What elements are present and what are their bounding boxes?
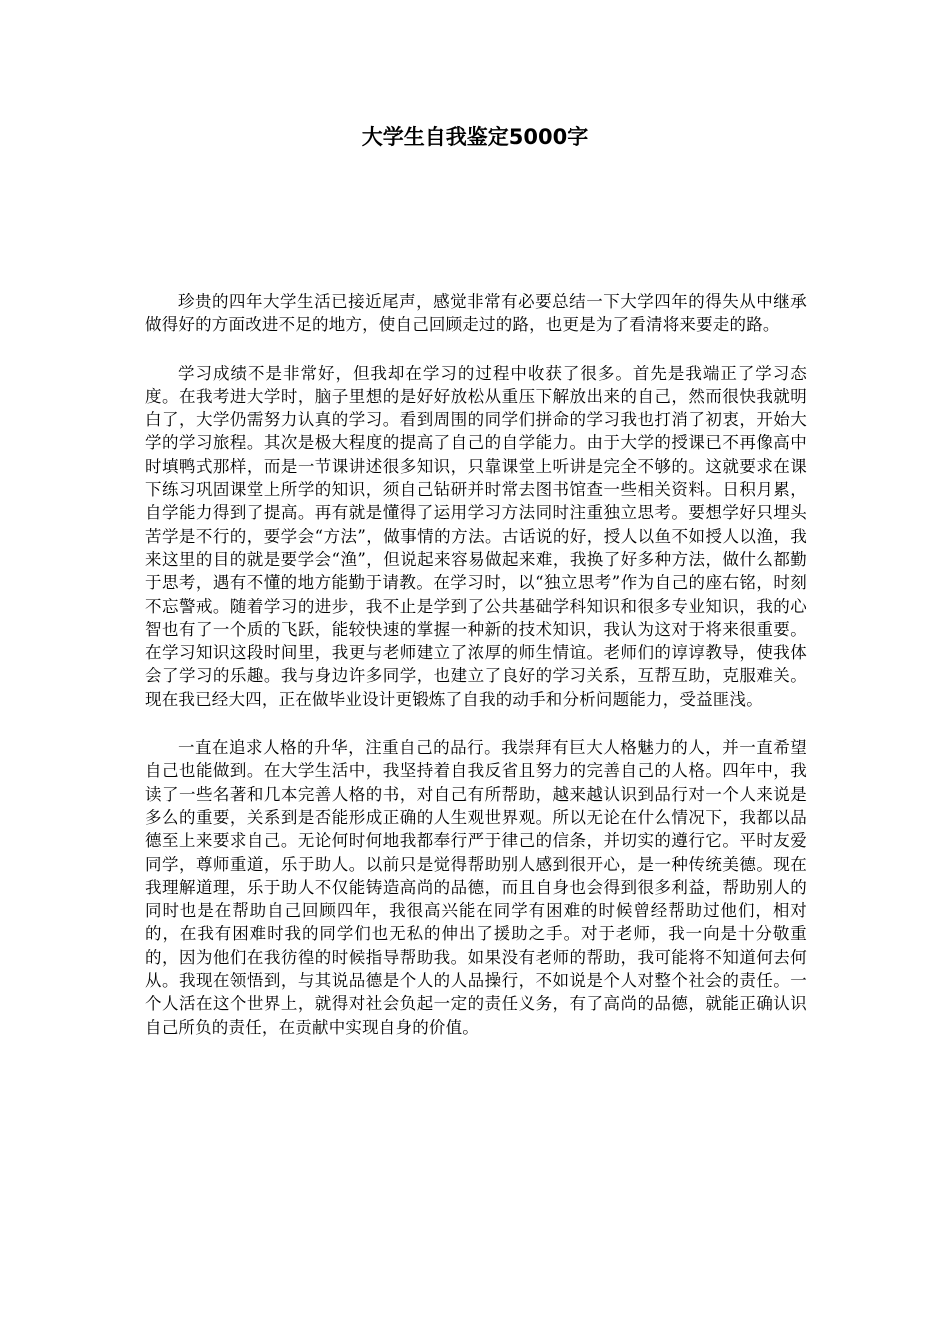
paragraph-intro: 珍贵的四年大学生活已接近尾声，感觉非常有必要总结一下大学四年的得失从中继承做得好的方面改进不足的地方，使自己回顾走过的路，也更是为了看清将来要走的路。 — [145, 292, 807, 335]
document-body — [145, 290, 807, 1064]
paragraph-character: 一直在追求人格的升华，注重自己的品行。我崇拜有巨大人格魅力的人，并一直希望自己也能做到。在大学生活中，我坚持着自我反省且努力的完善自己的人格。四年中，我读了一些名著和几本完善人格的书，对自己有所帮助，越来越认识到品行对一个人来说是多么的重要，关系到是否能形成正确的人生观世界观。所以无论在什么情况下，我都以品德至上来要求自己。无论何时何地我都奉行严于律己的信条，并切实的遵行它。平时友爱同学，尊师重道，乐于助人。以前只是觉得帮助别人感到很开心，是一种传统美德。现在我理解道理，乐于助人不仅能铸造高尚的品德，而且自身也会得到很多利益，帮助别人的同时也是在帮助自己回顾四年，我很高兴能在同学有困难的时候曾经帮助过他们，相对的，在我有困难时我的同学们也无私的伸出了援助之手。对于老师，我一向是十分敬重的，因为他们在我彷徨的时候指导帮助我。如果没有老师的帮助，我可能将不知道何去何从。我现在领悟到，与其说品德是个人的人品操行，不如说是个人对整个社会的责任。一个人活在这个世界上，就得对社会负起一定的责任义务，有了高尚的品德，就能正确认识自己所负的责任，在贡献中实现自身的价值。 — [145, 738, 807, 1037]
paragraph-study: 学习成绩不是非常好，但我却在学习的过程中收获了很多。首先是我端正了学习态度。在我考进大学时，脑子里想的是好好放松从重压下解放出来的自己，然而很快我就明白了，大学仍需努力认真的学习。看到周围的同学们拼命的学习我也打消了初衷，开始大学的学习旅程。其次是极大程度的提高了自己的自学能力。由于大学的授课已不再像高中时填鸭式那样，而是一节课讲述很多知识，只靠课堂上听讲是完全不够的。这就要求在课下练习巩固课堂上所学的知识，须自己钻研并时常去图书馆查一些相关资料。日积月累，自学能力得到了提高。再有就是懂得了运用学习方法同时注重独立思考。要想学好只埋头苦学是不行的，要学会“方法”，做事情的方法。古话说的好，授人以鱼不如授人以渔，我来这里的目的就是要学会“渔”，但说起来容易做起来难，我换了好多种方法，做什么都勤于思考，遇有不懂的地方能勤于请教。在学习时，以“独立思考”作为自己的座右铭，时刻不忘警戒。随着学习的进步，我不止是学到了公共基础学科知识和很多专业知识，我的心智也有了一个质的飞跃，能较快速的掌握一种新的技术知识，我认为这对于将来很重要。在学习知识这段时间里，我更与老师建立了浓厚的师生情谊。老师们的谆谆教导，使我体会了学习的乐趣。我与身边许多同学，也建立了良好的学习关系，互帮互助，克服难关。现在我已经大四，正在做毕业设计更锻炼了自我的动手和分析问题能力，受益匪浅。 — [145, 363, 807, 709]
document-title: 大学生自我鉴定5000字 — [361, 125, 589, 149]
